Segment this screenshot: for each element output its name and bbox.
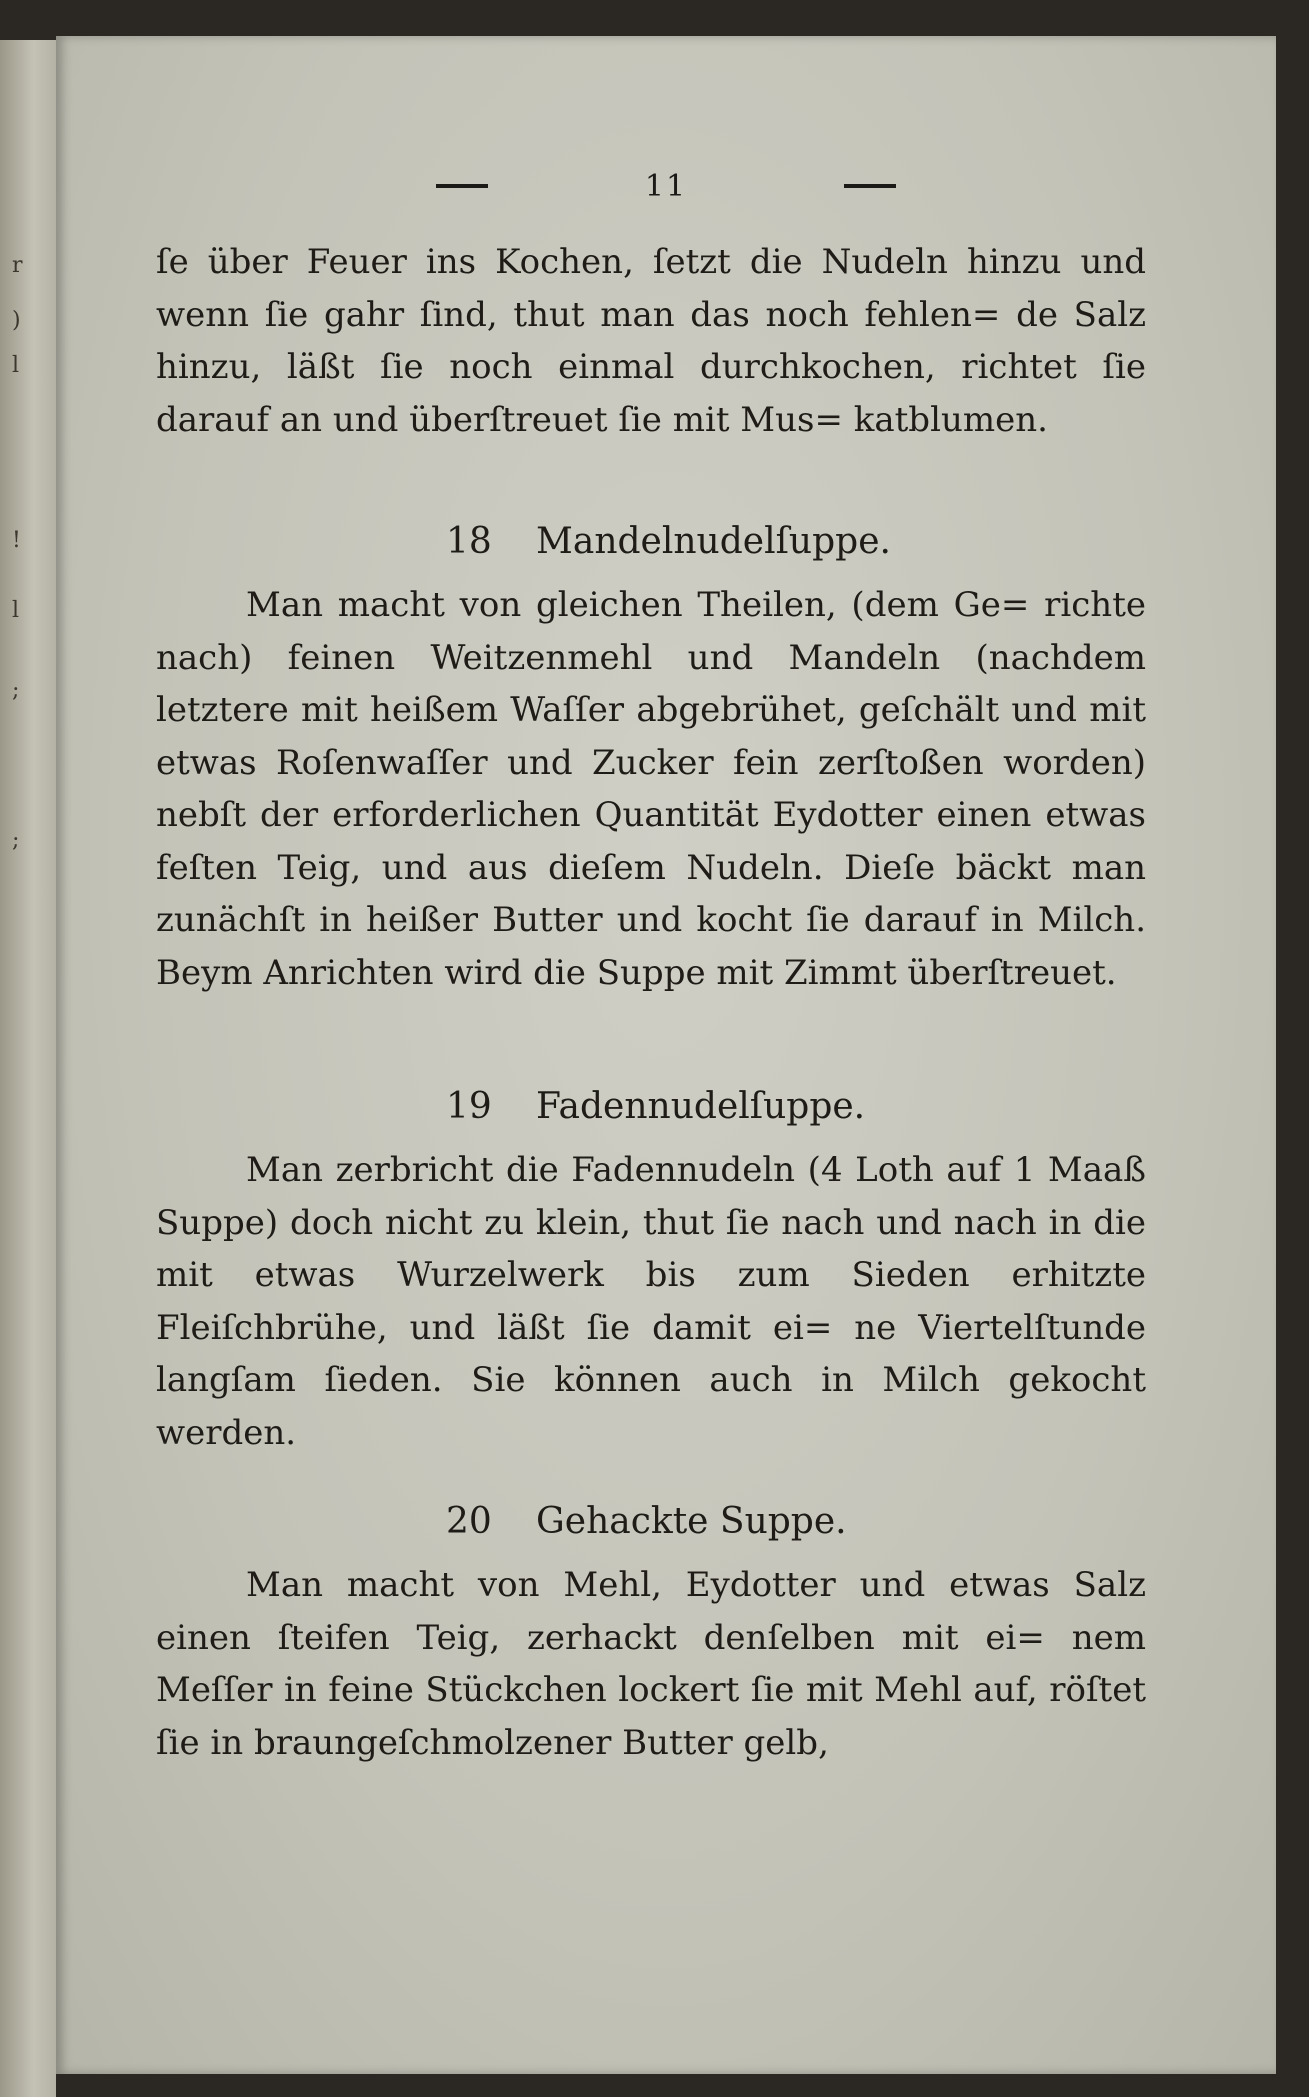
recipe-text: Man macht von Mehl, Eydotter und etwas Salz einen ſteifen Teig, zerhackt denſelben mit ei= nem Meſſer in feine Stückchen lockert ſie mit Mehl auf, röſtet ſie in braungeſchmolzener Butter gelb, [156,1565,1146,1763]
recipe-body-19 [156,1144,1146,1474]
recipe-title: Fadennudelſuppe. [536,1085,866,1127]
recipe-title: Gehackte Suppe. [536,1500,847,1542]
page-header [436,156,896,216]
recipe-heading-20 [156,1491,1146,1551]
header-dash-right [844,184,896,188]
recipe-title: Mandelnudelſuppe. [536,520,891,562]
recipe-text: Man macht von gleichen Theilen, (dem Ge= richte nach) feinen Weitzenmehl und Mandeln (nachdem letztere mit heißem Waſſer abgebrühet, geſchält und mit etwas Roſenwaſſer und Zucker fein zerſtoßen worden) nebſt der erforderlichen Quantität Eydotter einen etwas feſten Teig, und aus dieſem Nudeln. Dieſe bäckt man zunächſt in heißer Butter und kocht ſie darauf in Milch. Beym Anrichten wird die Suppe mit Zimmt überſtreuet. [156,585,1146,993]
continued-paragraph [156,236,1146,501]
recipe-number: 20 [446,1500,492,1542]
recipe-number: 18 [446,520,492,562]
facing-page-marks: r ) l ! l ; ; [12,253,23,853]
recipe-text: Man zerbricht die Fadennudeln (4 Loth auf 1 Maaß Suppe) doch nicht zu klein, thut ſie nach und nach in die mit etwas Wurzelwerk bis zum Sieden erhitzte Fleiſchbrühe, und läßt ſie damit ei= ne Viertelſtunde langſam ſieden. Sie können auch in Milch gekocht werden. [156,1150,1146,1453]
recipe-body-20 [156,1559,1146,1779]
recipe-number: 19 [446,1085,492,1127]
book-page [56,36,1276,2074]
continued-text: ſe über Feuer ins Kochen, ſetzt die Nudeln hinzu und wenn ſie gahr ſind, thut man das noch fehlen= de Salz hinzu, läßt ſie noch einmal durchkochen, richtet ſie darauf an und überſtreuet ſie mit Mus= katblumen. [156,242,1146,440]
recipe-body-18 [156,579,1146,1059]
page-number: 11 [644,168,688,204]
recipe-heading-19 [156,1076,1146,1136]
recipe-heading-18 [156,511,1146,571]
header-dash-left [436,184,488,188]
